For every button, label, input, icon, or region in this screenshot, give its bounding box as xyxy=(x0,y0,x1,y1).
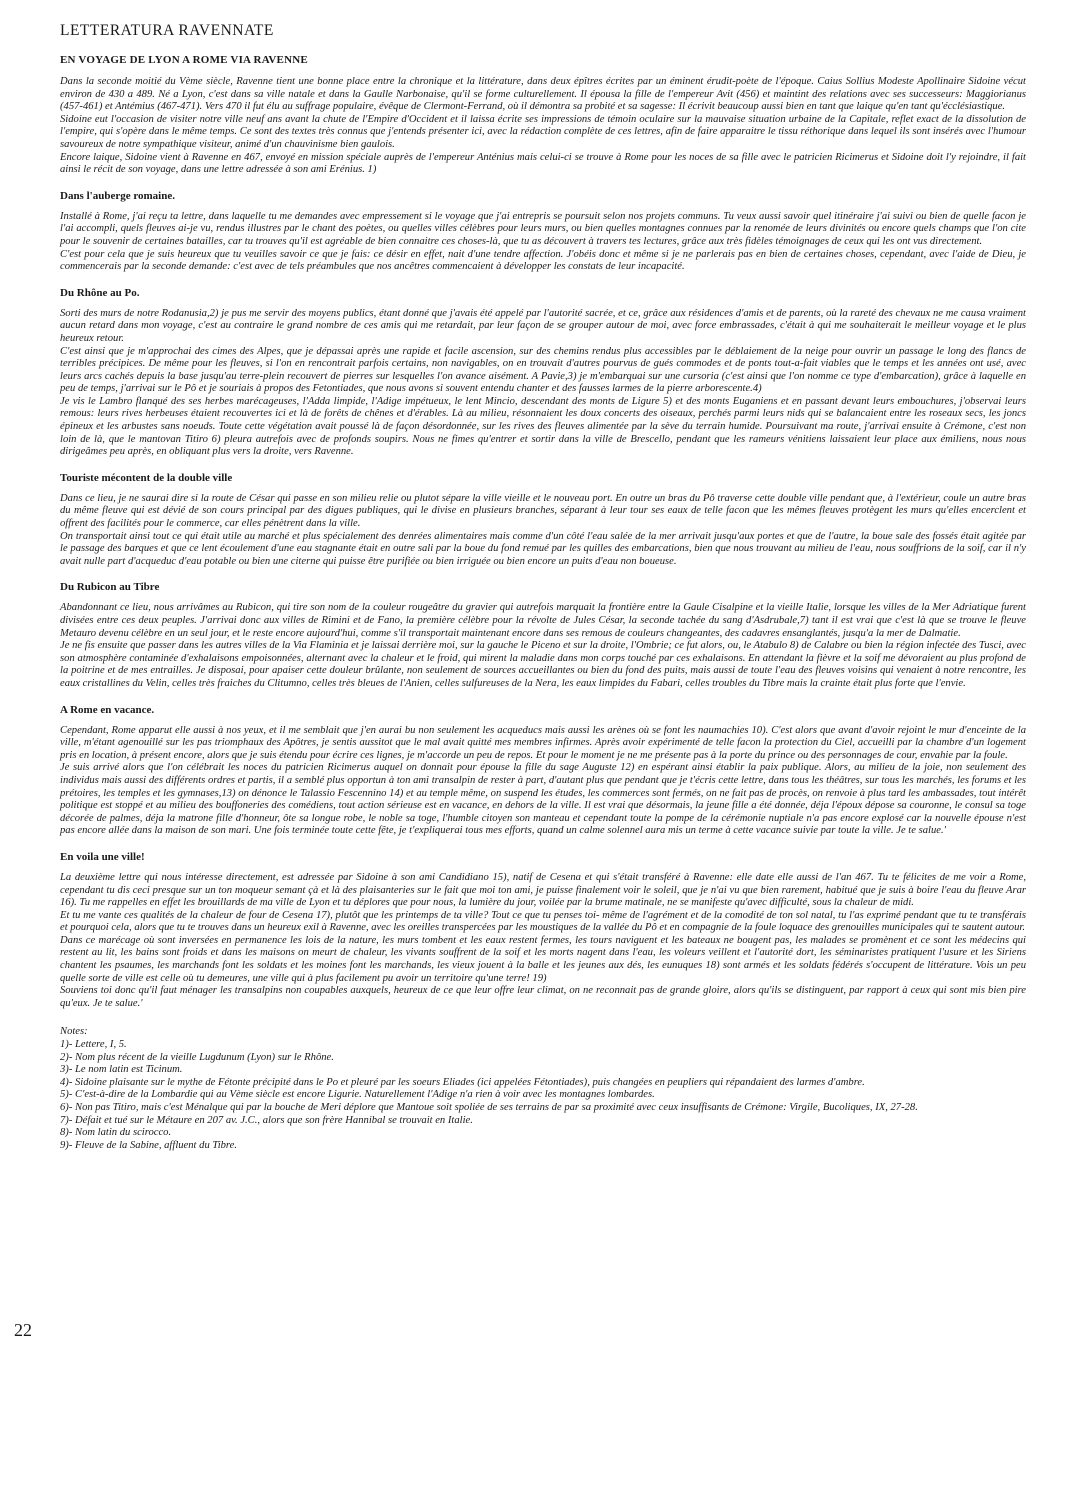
footnote: 4)- Sidoine plaisante sur le mythe de Fétonte précipité dans le Po et pleuré par les soeurs Eliades (ici appelées Fétontiades), puis changées en peupliers qui répandaient des larmes d'ambre. xyxy=(60,1076,865,1088)
footnote: 3)- Le nom latin est Ticinum. xyxy=(60,1064,183,1076)
section-rhone-po xyxy=(60,287,1026,459)
running-head: LETTERATURA RAVENNATE xyxy=(60,22,274,39)
body-paragraph: C'est pour cela que je suis heureux que tu veuilles savoir ce que je fais: ce désir en effet, nait d'une tendre affection. J'obéis donc et même si je ne parlerais pas en bien de certaines choses, cependant, avec l'aide de Dieu, je commencerais par la seconde demande: c'est avec de tels préambules que nos ancêtres commencaient à développer les constats de leur incapacité. xyxy=(60,248,1026,273)
footnote: 9)- Fleuve de la Sabine, affluent du Tibre. xyxy=(60,1139,238,1151)
article-title: EN VOYAGE DE LYON A ROME VIA RAVENNE xyxy=(60,54,308,66)
body-paragraph: Et tu me vante ces qualités de la chaleur de four de Cesena 17), plutôt que les printemps de ta ville? Tout ce que tu penses toi- même de l'agrément et de la comodité de ton sol natal, tu l'as exprimé pendant que tu te transférais et pourquoi cela, alors que tu te trouves dans un heureux exil à Ravenne, avec les oreilles transpercées par les moustiques de la vallée du Pô et en compagnie de la foule loquace des grenouilles municipales qui te sautent autour. xyxy=(60,909,1026,934)
intro-section xyxy=(60,76,1026,177)
section-voila-ville xyxy=(60,851,1026,1011)
page xyxy=(60,22,1026,1152)
section-heading: En voila une ville! xyxy=(60,850,145,863)
section-heading: A Rome en vacance. xyxy=(60,703,155,716)
section-rubicon-tibre xyxy=(60,581,1026,690)
footnote: 5)- C'est-à-dire de la Lombardie qui au Vème siècle est encore Ligurie. Naturellement l'Adige n'a rien à voir avec les montagnes lombardes. xyxy=(60,1089,655,1101)
intro-paragraph: Sidoine eut l'occasion de visiter notre ville neuf ans avant la chute de l'Empire d'Occident et il laissa écrite ses impressions de témoin oculaire sur la mauvaise situation urbaine de la Capitale, reflet exact de la dissolution de l'empire, qui s'opère dans le même temps. Ce sont des textes très connus que j'entends présenter ici, avec la rédaction complète de ces lettres, afin de faire apparaitre le tissu réthorique dans lequel ils sont insérés avec l'humour savoureux de notre sympathique visiteur, animé d'un chauvinisme bien gaulois. xyxy=(60,113,1026,150)
footnote: 1)- Lettere, I, 5. xyxy=(60,1039,127,1051)
body-paragraph: Je vis le Lambro flanqué des ses herbes marécageuses, l'Adda limpide, l'Adige impétueux, le lent Mincio, descendant des monts de Ligure 5) et des monts Euganiens et en passant devant leurs embouchures, j'observai leurs remous: leurs rives herbeuses étaient recouvertes ici et là de forêts de chênes et d'érables. Là au milieu, résonnaient les doux concerts des oiseaux, perchés parmi leurs nids qui se balancaient entre les roseaux secs, les joncs épineux et les arbustes sans noeuds. Toute cette végétation avait poussé là de façon désordonnée, sur les rives des fleuves alimentée par la sève du terrain humide. Poursuivant ma route, j'arrivai ensuite à Crémone, c'est non loin de là, que le mantovan Titiro 6) pleura autrefois avec de profonds soupirs. Nous ne fimes qu'entrer et sortir dans la ville de Brescello, pendant que les rameurs vénitiens laissaient leur place aux émiliens, nous nous dirigeâmes peu après, en obliquant plus vers la droite, vers Ravenne. xyxy=(60,395,1026,458)
body-paragraph: Dans ce marécage où sont inversées en permanence les lois de la nature, les murs tombent et les eaux restent fermes, les tours naviguent et les bateaux ne bougent pas, les malades se promènent et ce sont les médecins qui restent au lit, les bains sont froids et dans les maisons on meurt de chaleur, les vivants souffrent de la soif et les morts nagent dans l'eau, les voleurs veillent et l'autorité dort, les séminaristes pratiquent l'usure et les Siriens chantent les psaumes, les marchands font les soldats et les moines font les marchands, les vieux jouent à la balle et les jeunes aux dés, les eunuques 18) sont armés et les soldats fédérés s'occupent de littérature. Vois un peu quelle sorte de ville est celle où tu demeures, une ville qui à plus facilement pu avoir un territoire qu'une terre! 19) xyxy=(60,934,1026,984)
body-paragraph: Je ne fis ensuite que passer dans les autres villes de la Via Flaminia et je laissai derrière moi, sur la gauche le Piceno et sur la droite, l'Ombrie; ce fut alors, ou, le Atabulo 8) de Calabre ou bien la région infectée des Tusci, avec son atmosphère contaminée d'exhalaisons empoisonnées, alternant avec la chaleur et le froid, qui mirent la maladie dans mon corps touché par ces exhalaisons. En attendant la fièvre et la soif me dévoraient au plus profond de la poitrine et de mes entrailles. Je disposai, pour apaiser cette douleur brûlante, non seulement de sources accueillantes ou bien du fond des puits, mais aussi de toute l'eau des fleuves voisins qui venaient à notre rencontre, les eaux cristallines du Velin, celles très fraiches du Clitumno, celles très bleues de l'Anien, celles sulfureuses de la Nera, les eaux limpides du Fabari, celles troubles du Tibre mais la crainte était plus forte que l'envie. xyxy=(60,640,1026,689)
section-heading: Du Rubicon au Tibre xyxy=(60,581,160,594)
body-paragraph: Cependant, Rome apparut elle aussi à nos yeux, et il me semblait que j'en aurai bu non seulement les acqueducs mais aussi les arènes où se font les naumachies 10). C'est alors que avant d'avoir rejoint le mur d'enceinte de la ville, m'étant agenouillé sur les pas triomphaux des Apôtres, je sentis aussitot que le mal avait quitté mes membres infirmes. Après avoir expérimenté de telle facon la protection du Ciel, accueilli par la chambre d'un logement pris en location, à présent encore, alors que je suis étendu pour écrire ces lignes, je m'accorde un peu de repos. Et pour le moment je ne me présente pas à la porte du prince ou des personnages de cour, envahie par la foule. xyxy=(60,724,1026,761)
footnote: 2)- Nom plus récent de la vieille Lugdunum (Lyon) sur le Rhône. xyxy=(60,1051,334,1063)
body-paragraph: La deuxième lettre qui nous intéresse directement, est adressée par Sidoine à son ami Candidiano 15), natif de Cesena et qui s'était transféré à Ravenne: elle date elle aussi de l'an 467. Tu te félicites de me voir a Rome, cependant tu dis ceci presque sur un ton moqueur semant çà et là des plaisanteries sur le fait que moi ton ami, je puisse finalement voir le soleil, que je n'ai vu que bien rarement, habitué que je suis à boire l'eau du fleuve Arar 16). Tu me rappelles en effet les brouillards de ma ville de Lyon et tu déplores que pour nous, la lumière du jour, voilée par la brume matinale, ne se manifeste qu'avec difficulté, sous la chaleur de midi. xyxy=(60,871,1026,909)
body-paragraph: Installé à Rome, j'ai reçu ta lettre, dans laquelle tu me demandes avec empressement si le voyage que j'ai entrepris se poursuit selon nos projets communs. Tu veux aussi savoir quel itinéraire j'ai suivi ou bien de quelle facon je l'ai accompli, quels fleuves ai-je vu, rendus illustres par le chant des poètes, ou quelles villes célèbres pour leurs murs, ou bien quelles montagnes connues par la renomée de leurs divinités ou encore quels champs que l'on cite pour le souvenir de certaines batailles, car tu trouves qu'il est agréable de bien connaitre ces choses-là, que tu as découvert à travers tes lectures, grâce aux très fidèles témoignages de ceux qui les ont vus directement. xyxy=(60,210,1026,247)
body-paragraph: C'est ainsi que je m'approchai des cimes des Alpes, que je dépassai après une rapide et facile ascension, sur des chemins rendus plus accessibles par le déblaiement de la neige pour ouvrir un passage le long des flancs de terribles précipices. De même pour les fleuves, si l'on en rencontrait parfois certains, non navigables, on en trouvait d'autres pourvus de gués commodes et de ponts tout-a-fait viables que le temps et les années ont usé, avec leurs arcs cachés depuis la base jusqu'au terre-plein recouvert de pierres sur lesquelles l'on avance aisément. A Pavie,3) je m'embarquai sur une cursoria (c'est ainsi que l'on nomme ce type d'embarcation), grâce à laquelle en peu de temps, j'arrivai sur le Pô et je souriais à propos des Fetontiades, que nous avons si souvent entendu chanter et des fausses larmes de la pierre arborescente.4) xyxy=(60,345,1026,395)
section-rome-vacance xyxy=(60,704,1026,838)
notes xyxy=(60,1026,1026,1152)
footnote: 6)- Non pas Titiro, mais c'est Ménalque qui par la bouche de Meri déplore que Mantoue soit spoliée de ses terrains de par sa proximité avec ceux insuffisants de Crémone: Virgile, Bucoliques, IX, 27-28. xyxy=(60,1102,918,1113)
section-heading: Touriste mécontent de la double ville xyxy=(60,471,233,484)
section-heading: Dans l'auberge romaine. xyxy=(60,189,175,202)
intro-paragraph: Encore laique, Sidoine vient à Ravenne en 467, envoyé en mission spéciale auprès de l'empereur Anténius mais celui-ci se trouve à Rome pour les noces de sa fille avec le patricien Ricimerus et Sidoine doit l'y rejoindre, il fait ainsi le récit de son voyage, dans une lettre adressée à son ami Erénius. 1) xyxy=(60,151,1026,176)
footnote: 8)- Nom latin du scirocco. xyxy=(60,1127,172,1139)
body-paragraph: Souviens toi donc qu'il faut ménager les transalpins non coupables auxquels, heureux de ce que leur offre leur climat, on ne reconnait pas de grande gloire, alors qu'ils se distinguent, par rapport à ceux qui sont mis bien pire qu'eux. Je te salue.' xyxy=(60,985,1026,1009)
body-paragraph: Dans ce lieu, je ne saurai dire si la route de César qui passe en son milieu relie ou plutot sépare la ville vieille et le nouveau port. En outre un bras du Pô traverse cette double ville pendant que, à l'extérieur, coule un autre bras du même fleuve qui est dévié de son cours principal par des digues publiques, qui le divise en plusieurs branches, séparant à leur tour ses eaux de telle facon que les mêmes fleuves protègent les murs qu'elles encerclent et offrent des facilités pour le commerce, car elles pénètrent dans la ville. xyxy=(60,492,1026,530)
footnote: 7)- Défait et tué sur le Métaure en 207 av. J.C., alors que son frère Hannibal se trouvait en Italie. xyxy=(60,1114,473,1126)
notes-heading: Notes: xyxy=(60,1026,88,1038)
page-number: 22 xyxy=(14,1320,32,1340)
intro-paragraph: Dans la seconde moitié du Vème siècle, Ravenne tient une bonne place entre la chronique et la littérature, dans deux épîtres écrites par un éminent érudit-poète de l'époque. Caius Sollius Modeste Apollinaire Sidoine vécut environ de 430 a 489. Né a Lyon, c'est dans sa ville natale et dans la Gaulle Narbonaise, qu'il se forme culturellement. Il épousa la fille de l'empereur Avit (456) et maintint des relations avec ses successeurs: Maggiorianus (457-461) et Antémius (467-471). Vers 470 il fut élu au suffrage populaire, évêque de Clermont-Ferrand, où il démontra sa probité et sa sagesse: Il écrivit beaucoup aussi bien en tant que laique qu'en tant qu'écclésiastique. xyxy=(60,76,1026,113)
section-heading: Du Rhône au Po. xyxy=(60,286,140,299)
section-auberge xyxy=(60,190,1026,274)
body-paragraph: On transportait ainsi tout ce qui était utile au marché et plus spécialement des denrées alimentaires mais comme d'un côté l'eau salée de la mer arrivait jusqu'aux portes et que de l'autre, la boue sale des fossés était agitée par le passage des barques et que ce lent écoulement d'une eau stagnante était en outre sali par la boue du fond remué par les quilles des embarcations, bien que nous trouvant au milieu de l'eau, nous souffrions de la soif, car il n'y avait nulle part d'acqueduc d'eau potable ou bien une citerne qui puisse être purifiée ou bien irriguée ou bien encore un puits d'eau non boueuse. xyxy=(60,530,1026,567)
body-paragraph: Je suis arrivé alors que l'on célébrait les noces du patricien Ricimerus auquel on donnait pour épouse la fille du sage Auguste 12) en espérant ainsi établir la paix publique. Alors, au milieu de la joie, non seulement des individus mais aussi des différents ordres et partis, il a semblé plus opportun à ton ami transalpin de rester à part, d'autant plus que pendant que je t'écris cette lettre, dans tous les théâtres, sur tous les marchés, les forums et les prétoires, les temples et les gymnases,13) on dénonce le Talassio Fescennino 14) et au temple même, on suspend les études, les commerces sont fermés, on ne fait pas de procès, on renvoie à plus tard les ambassades, tout intérêt politique est stoppé et au milieu des bouffoneries des comédiens, tout action sérieuse est en vacance, en dehors de la ville. Il est vrai que désormais, la jeune fille a été donnée, déja l'époux dépose sa couronne, le consul sa toge décorée de palmes, déja la matrone fille d'honneur, ôte sa longue robe, le noble sa toge, l'humble citoyen son manteau et cependant toute la pompe de la cérémonie nuptiale n'a pas encore explosé car la nouvelle épouse n'est pas encore allée dans la maison de son mari. Une fois terminée toute cette fête, je t'expliquerai tous mes efforts, quand un calme solennel aura mis un terme à cette vacance suivie par toute la ville. Je te salue.' xyxy=(60,762,1026,837)
section-double-ville xyxy=(60,472,1026,569)
body-paragraph: Abandonnant ce lieu, nous arrivâmes au Rubicon, qui tire son nom de la couleur rougeâtre du gravier qui autrefois marquait la frontière entre la Gaule Cisalpine et la vieille Italie, lorsque les villes de la Mer Adriatique furent divisées entre ces deux peuples. J'arrivai donc aux villes de Rimini et de Fano, la première célèbre pour la révolte de Jules César, la seconde tachée du sang d'Asdrubale,7) tant il est vrai que c'est là que se trouve le fleuve Metauro devenu célèbre en un seul jour, et le reste encore aujourd'hui, comme s'il transportait maintenant encore dans ses remous de couleurs changeantes, des cadavres ensanglantés, jusqu'a la mer de Dalmatie. xyxy=(60,602,1026,639)
body-paragraph: Sorti des murs de notre Rodanusia,2) je pus me servir des moyens publics, étant donné que j'avais été appelé par l'autorité sacrée, et ce, grâce aux résidences d'amis et de parents, où la rareté des chevaux ne me causa vraiment aucun retard dans mon voyage, c'est au contraire le grand nombre de ces amis qui me retardait, par leur façon de se grouper autour de moi, avec force embrassades, c'était à qui me souhaiterait le meilleur voyage et le plus heureux retour. xyxy=(60,307,1026,344)
